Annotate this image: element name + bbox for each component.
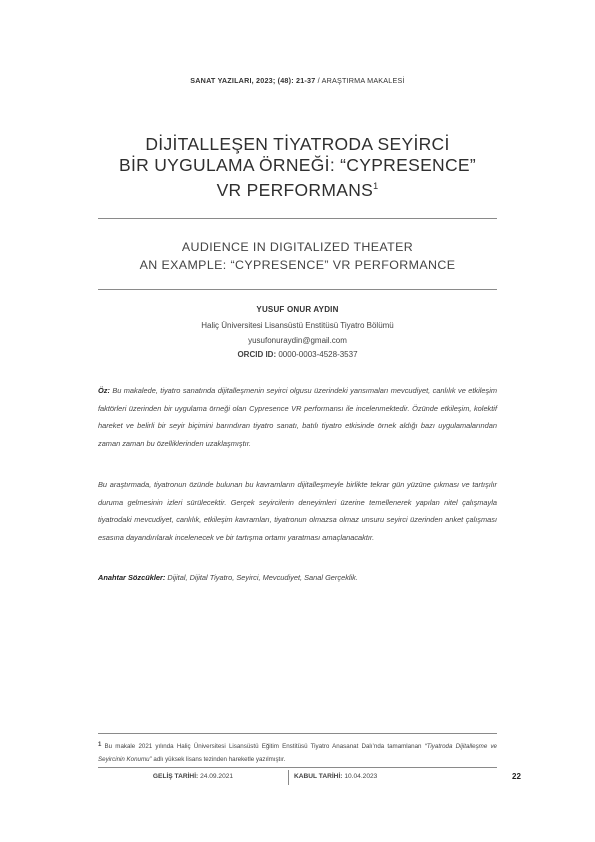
keywords	[98, 569, 497, 587]
orcid-label: ORCID ID:	[237, 350, 277, 359]
dates-divider	[98, 767, 497, 768]
keywords-text: Dijital, Dijital Tiyatro, Seyirci, Mevcudiyet, Sanal Gerçeklik.	[165, 573, 358, 582]
page-number: 22	[512, 772, 521, 781]
footnote	[98, 739, 497, 766]
title-turkish	[0, 134, 595, 201]
author-orcid	[0, 350, 595, 359]
journal-citation-bold: SANAT YAZILARI, 2023; (48): 21-37	[190, 76, 316, 85]
footnote-thesis-title: “Tiyatroda Dijitalleşme ve Seyircinin Konumu”	[98, 743, 497, 763]
footnote-divider	[98, 733, 497, 734]
author-affiliation: Haliç Üniversitesi Lisansüstü Enstitüsü Tiyatro Bölümü	[201, 321, 394, 330]
footnote-mark: 1	[98, 742, 102, 748]
abstract-label: Öz:	[98, 386, 110, 395]
dates-separator	[288, 770, 289, 785]
accepted-date	[294, 773, 377, 780]
received-value: 24.09.2021	[198, 773, 234, 780]
abstract-text-2: Bu araştırmada, tiyatronun özünde bulunan bu kavramların dijitalleşmeyle birlikte tekrar gün yüzüne çıkması ve tartışılır duruma gelmesinin izleri sürülecektir. Gerçek seyircilerin deneyimleri üzerine temellenerek yapılan nitel çalışmayla tiyatrodaki mevcudiyet, canlılık, etkileşim kavramları, tiyatronun olmazsa olmaz unsuru seyirci üzerinden anket çalışması esasına dayandırılarak incelenecek ve bir tartışma ortamı yaratması amaçlanacaktır.	[98, 480, 497, 542]
author-email[interactable]: yusufonuraydin@gmail.com	[248, 336, 347, 345]
title-divider-top	[98, 218, 497, 219]
title-english-line-1: AUDIENCE IN DIGITALIZED THEATER	[181, 240, 414, 254]
title-turkish-line-3-text: VR PERFORMANS	[216, 180, 374, 200]
abstract-text-1: Bu makalede, tiyatro sanatında dijitalleşmenin seyirci olgusu üzerindeki yansımaları mevcudiyet, canlılık ve etkileşim faktörleri üzerinden bir uygulama örneği olan Cypresence VR performansı ile incelenmektedir. Özünde etkileşim, kolektif hareket ve belirli bir seyir biçimini barındıran tiyatro sanatı, batılı tiyatro etkisinde örnek aldığı bazı uygulamalarından zaman zaman bu özelliklerinden uzaklaşmıştır.	[98, 386, 497, 448]
title-turkish-line-1: DİJİTALLEŞEN TİYATRODA SEYİRCİ	[145, 134, 450, 154]
footnote-text-a: Bu makale 2021 yılında Haliç Üniversitesi Lisansüstü Eğitim Enstitüsü Tiyatro Anasanat Dalı’nda tamamlanan	[101, 743, 425, 750]
orcid-value: 0000-0003-4528-3537	[276, 350, 358, 359]
title-english	[0, 238, 595, 274]
journal-citation	[0, 76, 595, 85]
article-type: / ARAŞTIRMA MAKALESİ	[315, 76, 405, 85]
accepted-value: 10.04.2023	[342, 773, 378, 780]
abstract-paragraph-1	[98, 382, 497, 452]
title-turkish-line-3	[0, 176, 595, 201]
title-divider-bottom	[98, 289, 497, 290]
title-english-line-2: AN EXAMPLE: “CYPRESENCE” VR PERFORMANCE	[139, 258, 456, 272]
author-name: YUSUF ONUR AYDIN	[256, 305, 339, 314]
accepted-label: KABUL TARİHİ:	[294, 773, 343, 780]
title-footnote-mark: 1	[373, 181, 379, 191]
keywords-label: Anahtar Sözcükler:	[98, 573, 166, 582]
received-label: GELİŞ TARİHİ:	[152, 773, 199, 780]
footnote-text-b: adlı yüksek lisans tezinden hareketle yazılmıştır.	[151, 756, 286, 763]
received-date	[98, 773, 288, 780]
title-turkish-line-2: BİR UYGULAMA ÖRNEĞİ: “CYPRESENCE”	[118, 155, 477, 175]
abstract-paragraph-2	[98, 476, 497, 546]
